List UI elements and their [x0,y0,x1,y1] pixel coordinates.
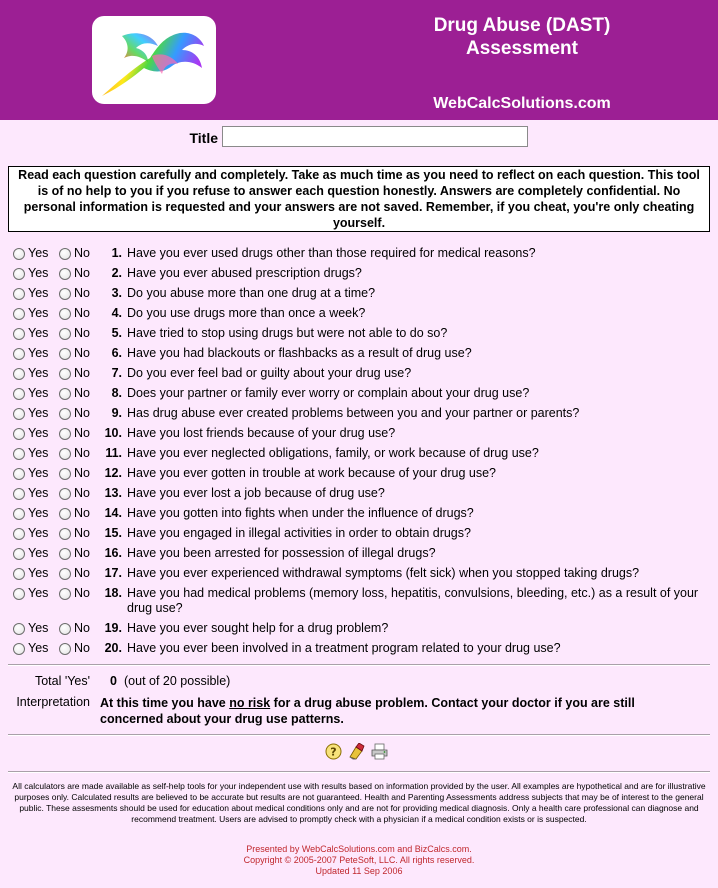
yes-radio[interactable] [13,268,25,280]
yes-label[interactable]: Yes [28,326,49,340]
no-label[interactable]: No [74,566,90,580]
no-label[interactable]: No [74,586,90,600]
no-radio[interactable] [59,388,71,400]
question-text: Have you ever lost a job because of drug use? [127,486,385,500]
footer [0,844,718,877]
no-label[interactable]: No [74,446,90,460]
title-label: Title [189,130,218,146]
yes-radio[interactable] [13,568,25,580]
no-label[interactable]: No [74,546,90,560]
rainbow-smoke-logo-icon [92,16,216,104]
no-radio[interactable] [59,428,71,440]
question-number: 18. [104,586,122,600]
site-name: WebCalcSolutions.com [433,95,611,112]
yes-radio[interactable] [13,368,25,380]
footer-copyright: Copyright © 2005-2007 PeteSoft, LLC. All rights reserved. [243,855,475,865]
no-radio[interactable] [59,528,71,540]
yes-label[interactable]: Yes [28,426,49,440]
question-text: Have you gotten into fights when under the influence of drugs? [127,506,474,520]
disclaimer: All calculators are made available as self-help tools for your independent use with results based on information provided by the user. All examples are hypothetical and are for illustrative purposes only. Calculated results are believed to be accurate but results are not guaranteed. Health and Parenting Assessments address subjects that may be of interest to the general public. These assesments should be used for education about medical conditions only and are not for providing medical diagnosis. Only a health care professional can diagnose and recommend treatment. Users are advised to promptly check with a physician if a medical condition exists or is suspected. [12,781,706,824]
divider [8,664,710,666]
question-number: 13. [104,486,122,500]
yes-radio[interactable] [13,548,25,560]
no-radio[interactable] [59,288,71,300]
question-number: 16. [104,546,122,560]
title-input[interactable] [222,126,528,147]
question-number: 15. [104,526,122,540]
yes-label[interactable]: Yes [28,286,49,300]
no-radio[interactable] [59,548,71,560]
no-label[interactable]: No [74,466,90,480]
no-label[interactable]: No [74,326,90,340]
question-number: 10. [104,426,122,440]
question-number: 12. [104,466,122,480]
yes-label[interactable]: Yes [28,506,49,520]
total-yes-label: Total 'Yes' [34,674,90,688]
yes-radio[interactable] [13,528,25,540]
question-text: Have you ever gotten in trouble at work because of your drug use? [127,466,496,480]
question-number: 19. [104,621,122,635]
question-text: Have you engaged in illegal activities in order to obtain drugs? [127,526,471,540]
divider [8,771,710,773]
question-text: Do you use drugs more than once a week? [127,306,366,320]
yes-radio[interactable] [13,308,25,320]
interpretation-text [100,695,700,727]
question-number: 17. [104,566,122,580]
question-text: Have you been arrested for possession of illegal drugs? [127,546,436,560]
svg-text:?: ? [330,745,337,759]
yes-label[interactable]: Yes [28,526,49,540]
footer-updated: Updated 11 Sep 2006 [315,866,403,876]
question-number: 20. [104,641,122,655]
yes-label[interactable]: Yes [28,641,49,655]
yes-radio[interactable] [13,408,25,420]
no-radio[interactable] [59,308,71,320]
no-label[interactable]: No [74,526,90,540]
yes-label[interactable]: Yes [28,386,49,400]
interpretation-label: Interpretation [16,695,90,709]
yes-label[interactable]: Yes [28,306,49,320]
yes-radio[interactable] [13,328,25,340]
no-label[interactable]: No [74,366,90,380]
question-text: Have you ever neglected obligations, family, or work because of drug use? [127,446,539,460]
question-text: Have you had blackouts or flashbacks as a result of drug use? [127,346,472,360]
yes-label[interactable]: Yes [28,246,49,260]
yes-label[interactable]: Yes [28,366,49,380]
yes-label[interactable]: Yes [28,586,49,600]
interpretation-suffix: for a drug abuse problem. Contact your doctor if you are still concerned about your drug use patterns. [100,696,635,726]
yes-radio[interactable] [13,508,25,520]
question-text: Have you ever experienced withdrawal symptoms (felt sick) when you stopped taking drugs? [127,566,640,580]
no-radio[interactable] [59,623,71,635]
question-number: 7. [111,366,122,380]
no-label[interactable]: No [74,386,90,400]
question-text: Have you lost friends because of your drug use? [127,426,396,440]
yes-label[interactable]: Yes [28,621,49,635]
yes-radio[interactable] [13,623,25,635]
question-text: Have tried to stop using drugs but were not able to do so? [127,326,448,340]
yes-radio[interactable] [13,643,25,655]
no-label[interactable]: No [74,286,90,300]
yes-radio[interactable] [13,468,25,480]
question-number: 1. [111,246,122,260]
title-row [0,126,718,148]
no-label[interactable]: No [74,486,90,500]
yes-radio[interactable] [13,288,25,300]
total-yes-note: (out of 20 possible) [124,674,231,688]
yes-radio[interactable] [13,248,25,260]
total-yes-value: 0 [110,674,117,688]
yes-label[interactable]: Yes [28,566,49,580]
no-radio[interactable] [59,643,71,655]
instructions-box: Read each question carefully and completely. Take as much time as you need to reflect on each question. This tool is of no help to you if you refuse to answer each question honestly. Answers are completely confidential. No personal information is requested and your answers are not saved. Remember, if you cheat, you're only cheating yourself. [8,166,710,232]
question-text: Have you ever sought help for a drug problem? [127,621,389,635]
no-label[interactable]: No [74,621,90,635]
no-radio[interactable] [59,248,71,260]
question-number: 3. [111,286,122,300]
eraser-icon[interactable] [348,743,365,760]
no-label[interactable]: No [74,506,90,520]
question-number: 6. [111,346,122,360]
yes-radio[interactable] [13,448,25,460]
risk-level: no risk [229,696,271,710]
question-text: Do you abuse more than one drug at a time? [127,286,376,300]
yes-label[interactable]: Yes [28,546,49,560]
help-icon[interactable] [325,743,342,760]
question-number: 9. [111,406,122,420]
question-text: Have you ever used drugs other than those required for medical reasons? [127,246,536,260]
yes-label[interactable]: Yes [28,446,49,460]
no-label[interactable]: No [74,246,90,260]
question-number: 8. [111,386,122,400]
no-radio[interactable] [59,468,71,480]
question-number: 14. [104,506,122,520]
question-text: Do you ever feel bad or guilty about your drug use? [127,366,412,380]
yes-radio[interactable] [13,388,25,400]
page-header [0,0,718,120]
question-text: Does your partner or family ever worry or complain about your drug use? [127,386,530,400]
no-radio[interactable] [59,268,71,280]
no-radio[interactable] [59,448,71,460]
toolbar [325,743,395,761]
no-radio[interactable] [59,588,71,600]
yes-radio[interactable] [13,348,25,360]
no-radio[interactable] [59,488,71,500]
yes-radio[interactable] [13,488,25,500]
question-number: 5. [111,326,122,340]
no-radio[interactable] [59,568,71,580]
question-number: 11. [105,446,122,460]
question-text: Has drug abuse ever created problems between you and your partner or parents? [127,406,580,420]
no-label[interactable]: No [74,406,90,420]
no-label[interactable]: No [74,346,90,360]
question-text: Have you had medical problems (memory loss, hepatitis, convulsions, bleeding, etc.) as a result of your drug use? [127,586,699,615]
no-label[interactable]: No [74,641,90,655]
yes-label[interactable]: Yes [28,466,49,480]
printer-icon[interactable] [371,743,388,760]
question-number: 2. [111,266,122,280]
yes-label[interactable]: Yes [28,266,49,280]
divider [8,734,710,736]
no-radio[interactable] [59,328,71,340]
page-title: Drug Abuse (DAST) Assessment [433,15,611,59]
interpretation-prefix: At this time you have [100,696,230,710]
no-radio[interactable] [59,408,71,420]
no-label[interactable]: No [74,306,90,320]
no-label[interactable]: No [74,426,90,440]
yes-label[interactable]: Yes [28,346,49,360]
no-radio[interactable] [59,348,71,360]
question-number: 4. [111,306,122,320]
yes-radio[interactable] [13,428,25,440]
no-label[interactable]: No [74,266,90,280]
no-radio[interactable] [59,368,71,380]
yes-label[interactable]: Yes [28,406,49,420]
question-text: Have you ever been involved in a treatment program related to your drug use? [127,641,561,655]
yes-label[interactable]: Yes [28,486,49,500]
no-radio[interactable] [59,508,71,520]
yes-radio[interactable] [13,588,25,600]
question-text: Have you ever abused prescription drugs? [127,266,362,280]
footer-presented: Presented by WebCalcSolutions.com and BizCalcs.com. [246,844,472,854]
